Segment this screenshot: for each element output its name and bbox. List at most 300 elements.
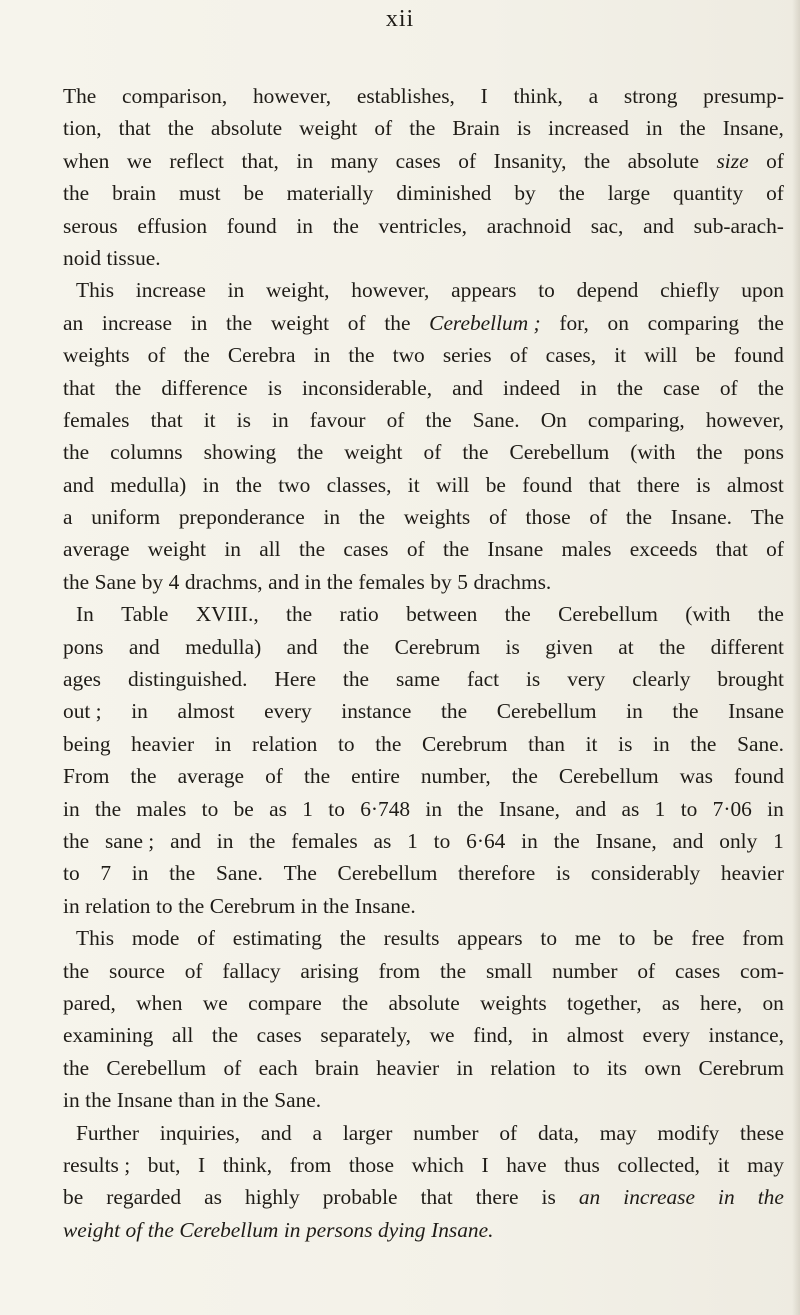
word: in <box>283 1217 301 1242</box>
word: absolute <box>627 148 699 173</box>
word: males <box>561 537 612 562</box>
word: the <box>169 861 196 886</box>
word: Sane <box>94 569 137 594</box>
word: pons <box>743 440 784 465</box>
word: of <box>766 148 784 173</box>
word: of <box>719 375 738 400</box>
word: the <box>342 634 370 659</box>
word: in <box>190 310 208 335</box>
word: collected, <box>617 1152 700 1177</box>
word: instance, <box>708 1023 784 1048</box>
word: From <box>63 764 110 789</box>
word: of <box>265 764 283 789</box>
text-line <box>63 760 784 792</box>
text-line <box>63 663 784 695</box>
text-line <box>63 112 784 144</box>
word: the <box>322 893 350 918</box>
word: Cerebrum <box>698 1055 784 1080</box>
word: modify <box>657 1120 720 1145</box>
word: will <box>644 343 678 368</box>
word: a <box>588 84 599 108</box>
word: absolute <box>388 990 460 1015</box>
word: it <box>585 731 598 756</box>
word: the <box>85 1088 112 1113</box>
word: drachms. <box>473 569 552 594</box>
word: thus <box>564 1152 600 1177</box>
word: it <box>407 472 420 497</box>
word: Insane, <box>498 796 561 821</box>
word: of <box>223 1055 242 1080</box>
word: that <box>118 116 151 141</box>
word: almost <box>566 1023 624 1048</box>
body-text <box>63 80 784 1246</box>
word: of <box>423 440 442 465</box>
word: Further <box>76 1120 139 1145</box>
word: than <box>528 731 565 756</box>
text-line <box>63 404 784 436</box>
word: almost <box>726 472 784 497</box>
word: arachnoid <box>486 213 572 238</box>
paragraph-first-line <box>63 598 784 630</box>
word: is <box>696 472 711 497</box>
word: same <box>396 667 440 692</box>
word: that <box>150 407 183 432</box>
word: that, <box>241 148 279 173</box>
word: sac, <box>590 213 624 238</box>
word: different <box>710 634 784 659</box>
word: free <box>691 926 725 951</box>
word: I <box>480 84 488 108</box>
word: of <box>509 343 528 368</box>
word: clearly <box>632 667 691 692</box>
word: be <box>233 796 254 821</box>
word: the <box>672 699 699 724</box>
word: the <box>339 926 366 951</box>
word: and <box>643 213 674 238</box>
word: of <box>374 116 393 141</box>
word: weight <box>344 440 403 465</box>
word: 1 <box>773 828 784 853</box>
word: the <box>511 764 538 789</box>
word: it <box>717 1152 730 1177</box>
word: com- <box>740 958 784 983</box>
word: relation <box>252 731 318 756</box>
word: On <box>540 407 567 432</box>
word: when <box>136 990 183 1015</box>
word: of <box>147 343 166 368</box>
word: estimating <box>232 926 322 951</box>
word: males <box>136 796 187 821</box>
word: data, <box>537 1120 579 1145</box>
word: results <box>383 926 440 951</box>
word: must <box>178 181 221 206</box>
text-line <box>63 177 784 209</box>
word: This <box>76 926 115 951</box>
word: we <box>202 990 228 1015</box>
word: find, <box>473 1023 513 1048</box>
word: the <box>457 796 484 821</box>
word: all <box>259 537 281 562</box>
word: The <box>750 505 784 530</box>
word: the <box>462 440 489 465</box>
word: small <box>485 958 533 983</box>
word: brought <box>717 667 784 692</box>
word: compare <box>248 990 322 1015</box>
word: an <box>63 310 84 335</box>
word: cases <box>395 148 441 173</box>
word: in <box>521 828 538 853</box>
page-number: xii <box>385 6 415 32</box>
word: in <box>220 1088 238 1113</box>
word: the <box>625 505 653 530</box>
word: materially <box>286 181 374 206</box>
word: be <box>243 181 264 206</box>
word: many <box>330 148 379 173</box>
word: the <box>409 116 436 141</box>
word: two <box>392 343 425 368</box>
word: is <box>236 407 251 432</box>
word: probable <box>322 1185 398 1210</box>
word: by <box>141 569 164 594</box>
word: in <box>131 861 149 886</box>
word: comparing <box>647 310 740 335</box>
word: number <box>552 958 618 983</box>
word: Sane. <box>472 407 520 432</box>
word: in <box>296 213 313 238</box>
word: an <box>578 1185 601 1210</box>
word: to <box>618 926 636 951</box>
word: the <box>757 310 784 335</box>
paragraph-first-line <box>63 80 784 112</box>
word: increased <box>548 116 629 141</box>
word: Insane <box>116 1088 173 1113</box>
word: the <box>63 958 90 983</box>
word: as <box>204 1185 222 1210</box>
word: is <box>541 1185 556 1210</box>
word: two <box>278 472 311 497</box>
word: only <box>719 828 758 853</box>
word: me <box>574 926 601 951</box>
word: drachms, <box>184 569 263 594</box>
word: This <box>76 278 115 303</box>
word: tion, <box>63 116 102 141</box>
text-line <box>63 1214 784 1246</box>
word: difference <box>161 375 248 400</box>
word: number, <box>420 764 491 789</box>
word: comparing, <box>587 407 685 432</box>
word: ratio <box>339 602 379 627</box>
text-line <box>63 1149 784 1181</box>
word: in <box>216 828 234 853</box>
word: of <box>589 505 608 530</box>
word: considerably <box>590 861 701 886</box>
word: be <box>653 926 674 951</box>
word: which <box>411 1152 464 1177</box>
word: to <box>328 796 345 821</box>
word: the <box>439 958 467 983</box>
word: the <box>326 569 353 594</box>
word: but, <box>147 1152 181 1177</box>
word: number <box>413 1120 479 1145</box>
word: establishes, <box>356 84 455 108</box>
word: the <box>384 310 411 335</box>
word: of <box>125 1217 143 1242</box>
word: heavier <box>720 861 784 886</box>
word: of <box>766 537 784 562</box>
word: the <box>342 990 369 1015</box>
word: medulla) <box>185 634 262 659</box>
word: is <box>618 731 633 756</box>
word: own <box>644 1055 682 1080</box>
word: preponderance <box>178 505 305 530</box>
word: in <box>296 148 314 173</box>
word: found <box>733 343 784 368</box>
text-line <box>63 890 784 922</box>
word: to <box>433 828 451 853</box>
word: in <box>653 731 670 756</box>
word: as <box>661 990 680 1015</box>
word: regarded <box>106 1185 182 1210</box>
word: absolute <box>210 116 283 141</box>
word: the <box>440 699 468 724</box>
word: the <box>211 1023 239 1048</box>
word: 1 <box>407 828 418 853</box>
word: these <box>740 1120 784 1145</box>
word: the <box>348 343 375 368</box>
word: results ; <box>63 1152 131 1177</box>
word: in <box>63 1088 80 1113</box>
word: as <box>373 828 392 853</box>
word: Table <box>121 602 169 627</box>
word: to <box>680 796 698 821</box>
word: diminished <box>396 181 492 206</box>
word: a <box>312 1120 323 1145</box>
word: heavier <box>131 731 195 756</box>
text-line <box>63 533 784 565</box>
word: of <box>184 958 203 983</box>
word: Insane. <box>354 893 416 918</box>
word: heavier <box>376 1055 440 1080</box>
word: weights <box>403 505 471 530</box>
word: the <box>696 440 723 465</box>
word: on <box>607 310 629 335</box>
word: I <box>198 1152 206 1177</box>
word: the <box>183 343 210 368</box>
word: size <box>716 148 749 173</box>
word: the <box>553 828 580 853</box>
word: distinguished. <box>127 667 248 692</box>
word: 6·748 <box>360 796 411 821</box>
word: the <box>757 602 784 627</box>
paragraph-first-line <box>63 274 784 306</box>
word: be <box>695 343 716 368</box>
word: fact <box>466 667 500 692</box>
word: the <box>558 181 585 206</box>
word: Cerebellum <box>509 440 610 465</box>
word: Sane. <box>215 861 263 886</box>
word: in <box>645 116 663 141</box>
word: those <box>525 505 571 530</box>
word: in <box>425 796 443 821</box>
word: (with <box>685 602 731 627</box>
word: the <box>298 537 326 562</box>
word: found <box>734 764 784 789</box>
word: dying <box>378 1217 426 1242</box>
word: Cerebellum <box>106 1055 207 1080</box>
word: females <box>63 407 130 432</box>
word: each <box>258 1055 298 1080</box>
word: in <box>580 375 597 400</box>
word: Insane <box>487 537 544 562</box>
word: persons <box>305 1217 373 1242</box>
word: pons <box>63 634 104 659</box>
word: the <box>679 116 706 141</box>
word: as <box>621 796 640 821</box>
text-line <box>63 793 784 825</box>
word: of <box>458 148 477 173</box>
word: Insane. <box>431 1217 494 1242</box>
word: and <box>268 569 300 594</box>
text-line <box>63 1019 784 1051</box>
word: (with <box>630 440 676 465</box>
word: In <box>76 602 94 627</box>
word: the <box>425 407 452 432</box>
word: being <box>63 731 111 756</box>
word: every <box>264 699 312 724</box>
word: The <box>63 84 97 108</box>
word: however, <box>252 84 332 108</box>
word: ventricles, <box>378 213 468 238</box>
text-line <box>63 857 784 889</box>
word: in <box>767 796 784 821</box>
word: classes, <box>326 472 392 497</box>
word: reflect <box>169 148 224 173</box>
word: Cerebellum <box>496 699 597 724</box>
text-line <box>63 307 784 339</box>
text-line <box>63 339 784 371</box>
word: favour <box>309 407 366 432</box>
word: columns <box>110 440 183 465</box>
word: that <box>715 537 748 562</box>
word: tissue. <box>106 245 161 270</box>
word: from <box>742 926 784 951</box>
word: weights <box>63 343 130 368</box>
text-line <box>63 242 784 274</box>
word: weight <box>147 537 207 562</box>
word: Insane, <box>722 116 784 141</box>
word: 1 <box>654 796 666 821</box>
word: Here <box>274 667 316 692</box>
word: Cerebellum <box>179 1217 279 1242</box>
word: that <box>420 1185 453 1210</box>
word: Sane. <box>737 731 784 756</box>
word: in <box>531 1023 549 1048</box>
text-line <box>63 987 784 1019</box>
word: the <box>342 667 370 692</box>
word: in <box>224 537 241 562</box>
word: Insane, <box>595 828 657 853</box>
word: source <box>109 958 165 983</box>
word: in <box>63 893 80 918</box>
word: the <box>690 731 717 756</box>
word: inconsiderable, <box>301 375 433 400</box>
word: of <box>637 958 656 983</box>
word: the <box>303 764 331 789</box>
word: Cerebrum <box>394 634 481 659</box>
word: may <box>599 1120 637 1145</box>
word: together, <box>566 990 642 1015</box>
word: 4 <box>168 569 180 594</box>
word: Cerebrum <box>209 893 296 918</box>
word: is <box>516 116 532 141</box>
word: large <box>607 181 651 206</box>
word: inquiries, <box>159 1120 241 1145</box>
word: in <box>626 699 643 724</box>
word: and <box>260 1120 292 1145</box>
word: we <box>126 148 152 173</box>
word: in <box>304 569 322 594</box>
word: Cerebellum <box>558 764 659 789</box>
word: average <box>177 764 245 789</box>
word: the <box>115 375 142 400</box>
word: was <box>679 764 714 789</box>
word: therefore <box>458 861 536 886</box>
word: serous <box>63 213 118 238</box>
word: average <box>63 537 130 562</box>
word: be <box>63 1185 84 1210</box>
word: pared, <box>63 990 116 1015</box>
word: weight <box>270 310 330 335</box>
word: effusion <box>137 213 208 238</box>
text-line <box>63 631 784 663</box>
word: the <box>659 634 686 659</box>
word: to <box>201 796 219 821</box>
word: to <box>540 926 558 951</box>
word: the <box>504 602 531 627</box>
word: Cerebellum ; <box>429 310 541 335</box>
word: from <box>378 958 421 983</box>
word: mode <box>131 926 180 951</box>
word: uniform <box>91 505 161 530</box>
word: brain <box>112 181 157 206</box>
text-line <box>63 695 784 727</box>
word: however, <box>705 407 784 432</box>
word: ages <box>63 667 102 692</box>
word: to <box>63 861 80 886</box>
text-line <box>63 145 784 177</box>
word: highly <box>245 1185 300 1210</box>
word: females <box>358 569 425 594</box>
word: here, <box>700 990 743 1015</box>
word: have <box>506 1152 547 1177</box>
word: to <box>337 731 355 756</box>
word: increase <box>135 278 206 303</box>
page-edge-shadow <box>792 0 800 1315</box>
word: indeed <box>503 375 561 400</box>
word: in <box>227 278 245 303</box>
word: very <box>567 667 606 692</box>
word: the <box>147 1217 174 1242</box>
word: presump- <box>703 84 784 108</box>
word: that <box>63 375 96 400</box>
word: noid <box>63 245 102 270</box>
word: comparison, <box>122 84 228 108</box>
word: will <box>436 472 470 497</box>
word: by <box>514 181 536 206</box>
word: to <box>155 893 173 918</box>
text-line <box>63 1052 784 1084</box>
word: between <box>406 602 478 627</box>
